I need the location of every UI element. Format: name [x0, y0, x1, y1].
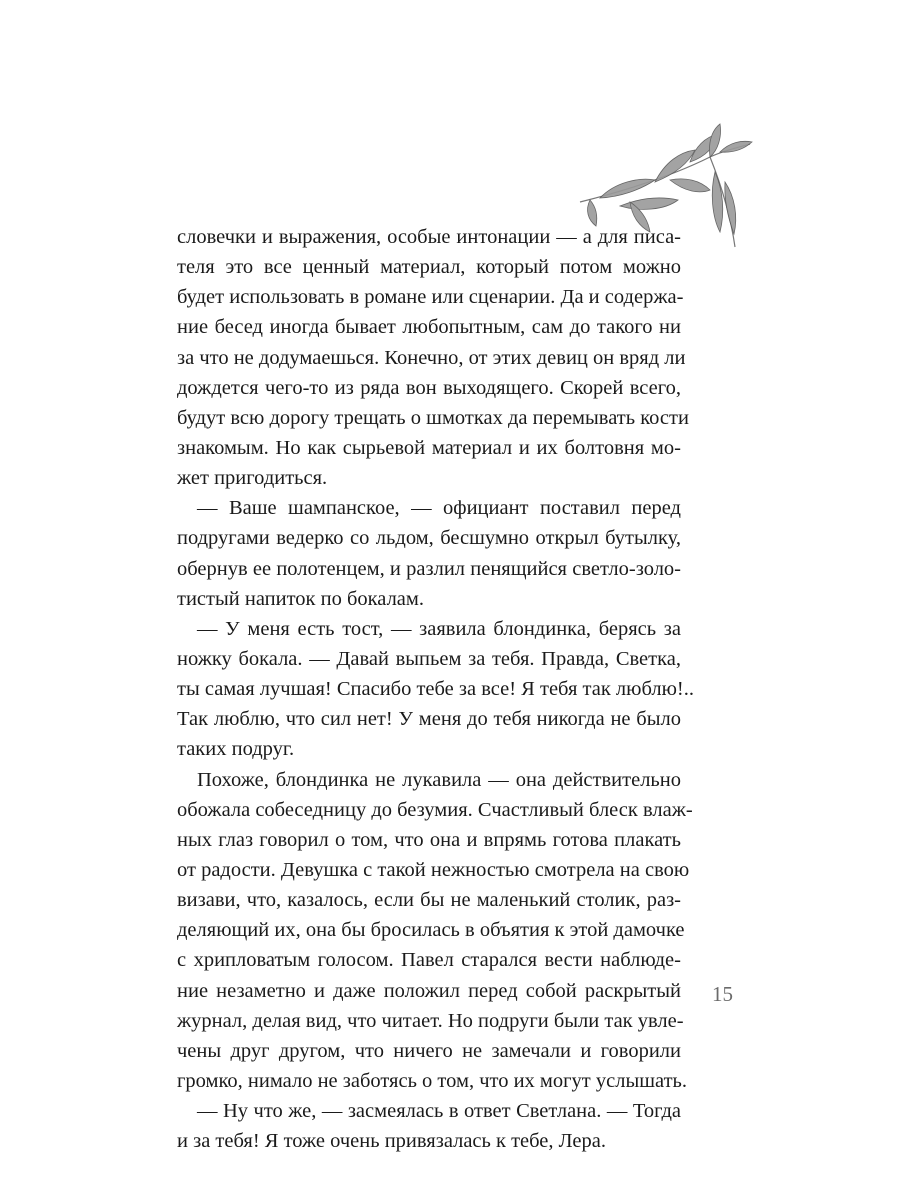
text-line: деляющий их, она бы бросилась в объятия к этой дамочке	[177, 919, 685, 942]
text-line: обожала собеседницу до безумия. Счастливый блеск влаж-	[177, 798, 693, 821]
text-line: чены друг другом, что ничего не замечали и говорили	[177, 1039, 681, 1062]
text-line: визави, что, казалось, если бы не маленький столик, раз-	[177, 889, 681, 912]
text-line: теля это все ценный материал, который потом можно	[177, 256, 681, 279]
text-line: ты самая лучшая! Спасибо тебе за все! Я тебя так люблю!..	[177, 678, 694, 701]
text-line: громко, нимало не заботясь о том, что их могут услышать.	[177, 1069, 688, 1092]
body-text	[177, 222, 694, 1156]
text-line: подругами ведерко со льдом, бесшумно открыл бутылку,	[177, 527, 681, 550]
text-line: — Ну что же, — засмеялась в ответ Светлана. — Тогда	[197, 1100, 681, 1123]
text-line: ние незаметно и даже положил перед собой раскрытый	[177, 979, 681, 1002]
text-line: Похоже, блондинка не лукавила — она действительно	[197, 768, 681, 791]
text-line: тистый напиток по бокалам.	[177, 587, 425, 610]
text-line: ножку бокала. — Давай выпьем за тебя. Правда, Светка,	[177, 647, 681, 670]
text-line: журнал, делая вид, что читает. Но подруги были так увле-	[177, 1009, 684, 1032]
text-line: словечки и выражения, особые интонации — а для писа-	[177, 226, 681, 248]
page-number: 15	[712, 982, 733, 1006]
text-line: — Ваше шампанское, — официант поставил перед	[197, 497, 681, 520]
text-line: будут всю дорогу трещать о шмотках да перемывать кости	[177, 406, 689, 429]
text-line: за что не додумаешься. Конечно, от этих девиц он вряд ли	[177, 346, 686, 369]
text-line: ние бесед иногда бывает любопытным, сам до такого ни	[177, 316, 681, 339]
text-line: от радости. Девушка с такой нежностью смотрела на свою	[177, 858, 690, 881]
text-line: будет использовать в романе или сценарии. Да и содержа-	[177, 286, 684, 309]
text-line: и за тебя! Я тоже очень привязалась к тебе, Лера.	[177, 1130, 606, 1153]
text-line: дождется чего-то из ряда вон выходящего. Скорей всего,	[177, 376, 681, 399]
text-line: жет пригодиться.	[177, 467, 328, 490]
text-line: обернув ее полотенцем, и разлил пенящийся светло-золо-	[177, 557, 681, 580]
text-line: знакомым. Но как сырьевой материал и их болтовня мо-	[177, 436, 681, 459]
text-line: ных глаз говорил о том, что она и впрямь готова плакать	[177, 828, 681, 851]
text-line: — У меня есть тост, — заявила блондинка, берясь за	[197, 617, 681, 640]
text-line: Так люблю, что сил нет! У меня до тебя никогда не было	[177, 708, 681, 731]
text-line: таких подруг.	[177, 738, 295, 761]
text-line: с хрипловатым голосом. Павел старался вести наблюде-	[177, 949, 681, 972]
